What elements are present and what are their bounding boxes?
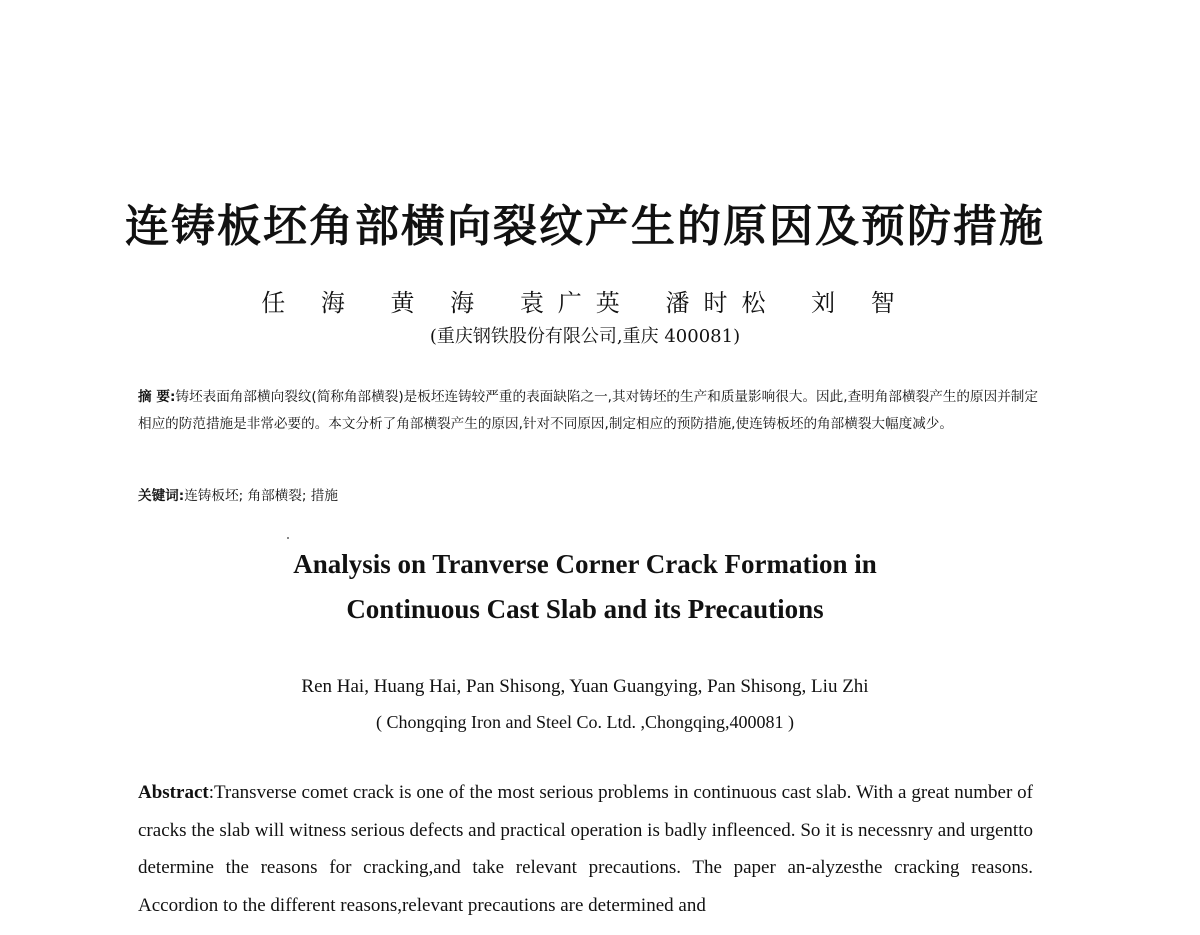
keywords-chinese-text: 连铸板坯; 角部横裂; 措施: [184, 488, 338, 504]
affiliation-english: ( Chongqing Iron and Steel Co. Ltd. ,Chongqing,400081 ): [376, 712, 794, 732]
affiliation-chinese: (重庆钢铁股份有限公司,重庆 400081): [429, 326, 741, 347]
paper-title-english: [0, 542, 1170, 632]
author-chinese: 任 海: [261, 289, 359, 317]
scan-speck: [287, 537, 289, 539]
paper-title-english-line2: Continuous Cast Slab and its Precautions: [346, 594, 824, 624]
paper-title-chinese: 连铸板坯角部横向裂纹产生的原因及预防措施: [125, 201, 1045, 252]
author-list-chinese: [0, 283, 1170, 318]
author-chinese: 袁广英: [519, 289, 634, 317]
author-chinese: 潘时松: [665, 289, 780, 317]
keywords-chinese: [138, 483, 1038, 509]
abstract-english-text: :Transverse comet crack is one of the most serious problems in continuous cast slab. With a great number of cracks the slab will witness serious defects and practical operation is badly infleenced. So it is necessnry and urgentto determine the reasons for cracking,and take relevant precautions. The paper an-alyzesthe cracking reasons. Accordion to the different reasons,relevant precautions are determined and: [138, 782, 1033, 916]
paper-title-english-line1: Analysis on Tranverse Corner Crack Formation in: [293, 549, 877, 579]
author-chinese: 黄 海: [390, 289, 489, 317]
keywords-chinese-label: 关键词:: [138, 488, 185, 504]
abstract-chinese-label: 摘 要:: [138, 389, 176, 405]
abstract-chinese: [138, 384, 1038, 437]
author-list-english: Ren Hai, Huang Hai, Pan Shisong, Yuan Guangying, Pan Shisong, Liu Zhi: [301, 676, 869, 697]
abstract-english-label: Abstract: [138, 782, 209, 803]
abstract-english: [138, 774, 1033, 924]
author-chinese: 刘 智: [811, 289, 909, 317]
abstract-chinese-text: 铸坯表面角部横向裂纹(简称角部横裂)是板坯连铸较严重的表面缺陷之一,其对铸坯的生产和质量影响很大。因此,查明角部横裂产生的原因并制定相应的防范措施是非常必要的。本文分析了角部横裂产生的原因,针对不同原因,制定相应的预防措施,使连铸板坯的角部横裂大幅度减少。: [138, 389, 1039, 432]
